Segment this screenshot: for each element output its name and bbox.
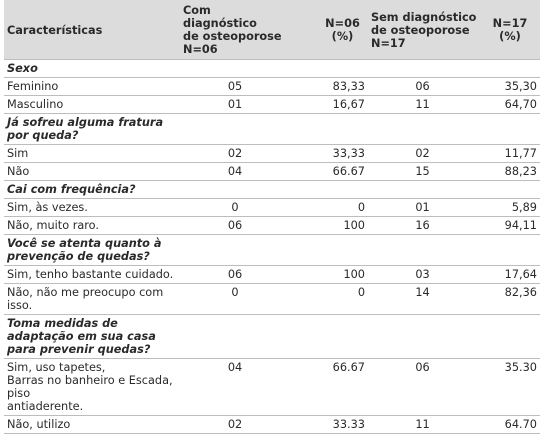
section-title: Já sofreu alguma fratura por queda? <box>4 114 180 145</box>
percent-without-diagnosis: 35,30 <box>480 78 540 96</box>
row-label: Masculino <box>4 96 180 114</box>
table-row <box>4 96 540 114</box>
row-label: Não, utilizo <box>4 416 180 434</box>
count-with-diagnosis: 02 <box>180 416 290 434</box>
row-label: Não <box>4 163 180 181</box>
percent-without-diagnosis: 64,70 <box>480 96 540 114</box>
empty-cell <box>368 235 480 266</box>
count-with-diagnosis: 0 <box>180 199 290 217</box>
row-label: Sim, às vezes. <box>4 199 180 217</box>
count-with-diagnosis: 05 <box>180 78 290 96</box>
percent-with-diagnosis: 33.33 <box>290 416 368 434</box>
count-without-diagnosis: 06 <box>368 359 480 416</box>
empty-cell <box>480 315 540 359</box>
empty-cell <box>368 114 480 145</box>
header-with-diagnosis: Com diagnóstico de osteoporose N=06 <box>180 0 290 60</box>
percent-with-diagnosis: 33,33 <box>290 145 368 163</box>
table-row <box>4 78 540 96</box>
count-with-diagnosis: 02 <box>180 145 290 163</box>
empty-cell <box>180 181 290 199</box>
section-row <box>4 60 540 78</box>
count-with-diagnosis: 06 <box>180 266 290 284</box>
empty-cell <box>368 60 480 78</box>
table-row <box>4 217 540 235</box>
empty-cell <box>480 181 540 199</box>
count-with-diagnosis: 04 <box>180 359 290 416</box>
count-with-diagnosis: 04 <box>180 163 290 181</box>
header-characteristics: Características <box>4 0 180 60</box>
table-row <box>4 145 540 163</box>
percent-without-diagnosis: 64.70 <box>480 416 540 434</box>
section-title: Você se atenta quanto à prevenção de quedas? <box>4 235 180 266</box>
empty-cell <box>368 315 480 359</box>
row-label: Sim, uso tapetes, Barras no banheiro e Escada, piso antiaderente. <box>4 359 180 416</box>
osteoporosis-table <box>4 0 540 434</box>
table-row <box>4 416 540 434</box>
row-label: Não, muito raro. <box>4 217 180 235</box>
empty-cell <box>290 235 368 266</box>
section-title: Toma medidas de adaptação em sua casa para prevenir quedas? <box>4 315 180 359</box>
percent-without-diagnosis: 17,64 <box>480 266 540 284</box>
row-label: Feminino <box>4 78 180 96</box>
count-without-diagnosis: 01 <box>368 199 480 217</box>
percent-with-diagnosis: 0 <box>290 199 368 217</box>
percent-with-diagnosis: 0 <box>290 284 368 315</box>
count-with-diagnosis: 0 <box>180 284 290 315</box>
percent-without-diagnosis: 94,11 <box>480 217 540 235</box>
empty-cell <box>290 315 368 359</box>
empty-cell <box>290 181 368 199</box>
table-row <box>4 266 540 284</box>
section-row <box>4 114 540 145</box>
percent-without-diagnosis: 11,77 <box>480 145 540 163</box>
count-without-diagnosis: 11 <box>368 416 480 434</box>
table-row <box>4 284 540 315</box>
table-header <box>4 0 540 60</box>
row-label: Não, não me preocupo com isso. <box>4 284 180 315</box>
table-row <box>4 199 540 217</box>
section-title: Sexo <box>4 60 180 78</box>
empty-cell <box>368 181 480 199</box>
empty-cell <box>180 60 290 78</box>
section-row <box>4 315 540 359</box>
count-without-diagnosis: 16 <box>368 217 480 235</box>
count-with-diagnosis: 01 <box>180 96 290 114</box>
percent-without-diagnosis: 82,36 <box>480 284 540 315</box>
percent-with-diagnosis: 66.67 <box>290 163 368 181</box>
count-with-diagnosis: 06 <box>180 217 290 235</box>
percent-without-diagnosis: 88,23 <box>480 163 540 181</box>
empty-cell <box>180 235 290 266</box>
count-without-diagnosis: 06 <box>368 78 480 96</box>
percent-with-diagnosis: 66.67 <box>290 359 368 416</box>
section-title: Cai com frequência? <box>4 181 180 199</box>
empty-cell <box>480 235 540 266</box>
empty-cell <box>180 315 290 359</box>
header-with-diagnosis-pct: N=06 (%) <box>290 0 368 60</box>
count-without-diagnosis: 11 <box>368 96 480 114</box>
section-row <box>4 235 540 266</box>
table-row <box>4 163 540 181</box>
empty-cell <box>290 114 368 145</box>
header-without-diagnosis-pct: N=17 (%) <box>480 0 540 60</box>
percent-with-diagnosis: 100 <box>290 217 368 235</box>
header-without-diagnosis: Sem diagnóstico de osteoporose N=17 <box>368 0 480 60</box>
count-without-diagnosis: 02 <box>368 145 480 163</box>
percent-without-diagnosis: 5,89 <box>480 199 540 217</box>
percent-with-diagnosis: 100 <box>290 266 368 284</box>
empty-cell <box>480 60 540 78</box>
empty-cell <box>180 114 290 145</box>
count-without-diagnosis: 03 <box>368 266 480 284</box>
percent-with-diagnosis: 16,67 <box>290 96 368 114</box>
count-without-diagnosis: 15 <box>368 163 480 181</box>
percent-without-diagnosis: 35.30 <box>480 359 540 416</box>
row-label: Sim <box>4 145 180 163</box>
empty-cell <box>480 114 540 145</box>
count-without-diagnosis: 14 <box>368 284 480 315</box>
percent-with-diagnosis: 83,33 <box>290 78 368 96</box>
table-row <box>4 359 540 416</box>
section-row <box>4 181 540 199</box>
table-body <box>4 60 540 434</box>
empty-cell <box>290 60 368 78</box>
header-row <box>4 0 540 60</box>
row-label: Sim, tenho bastante cuidado. <box>4 266 180 284</box>
